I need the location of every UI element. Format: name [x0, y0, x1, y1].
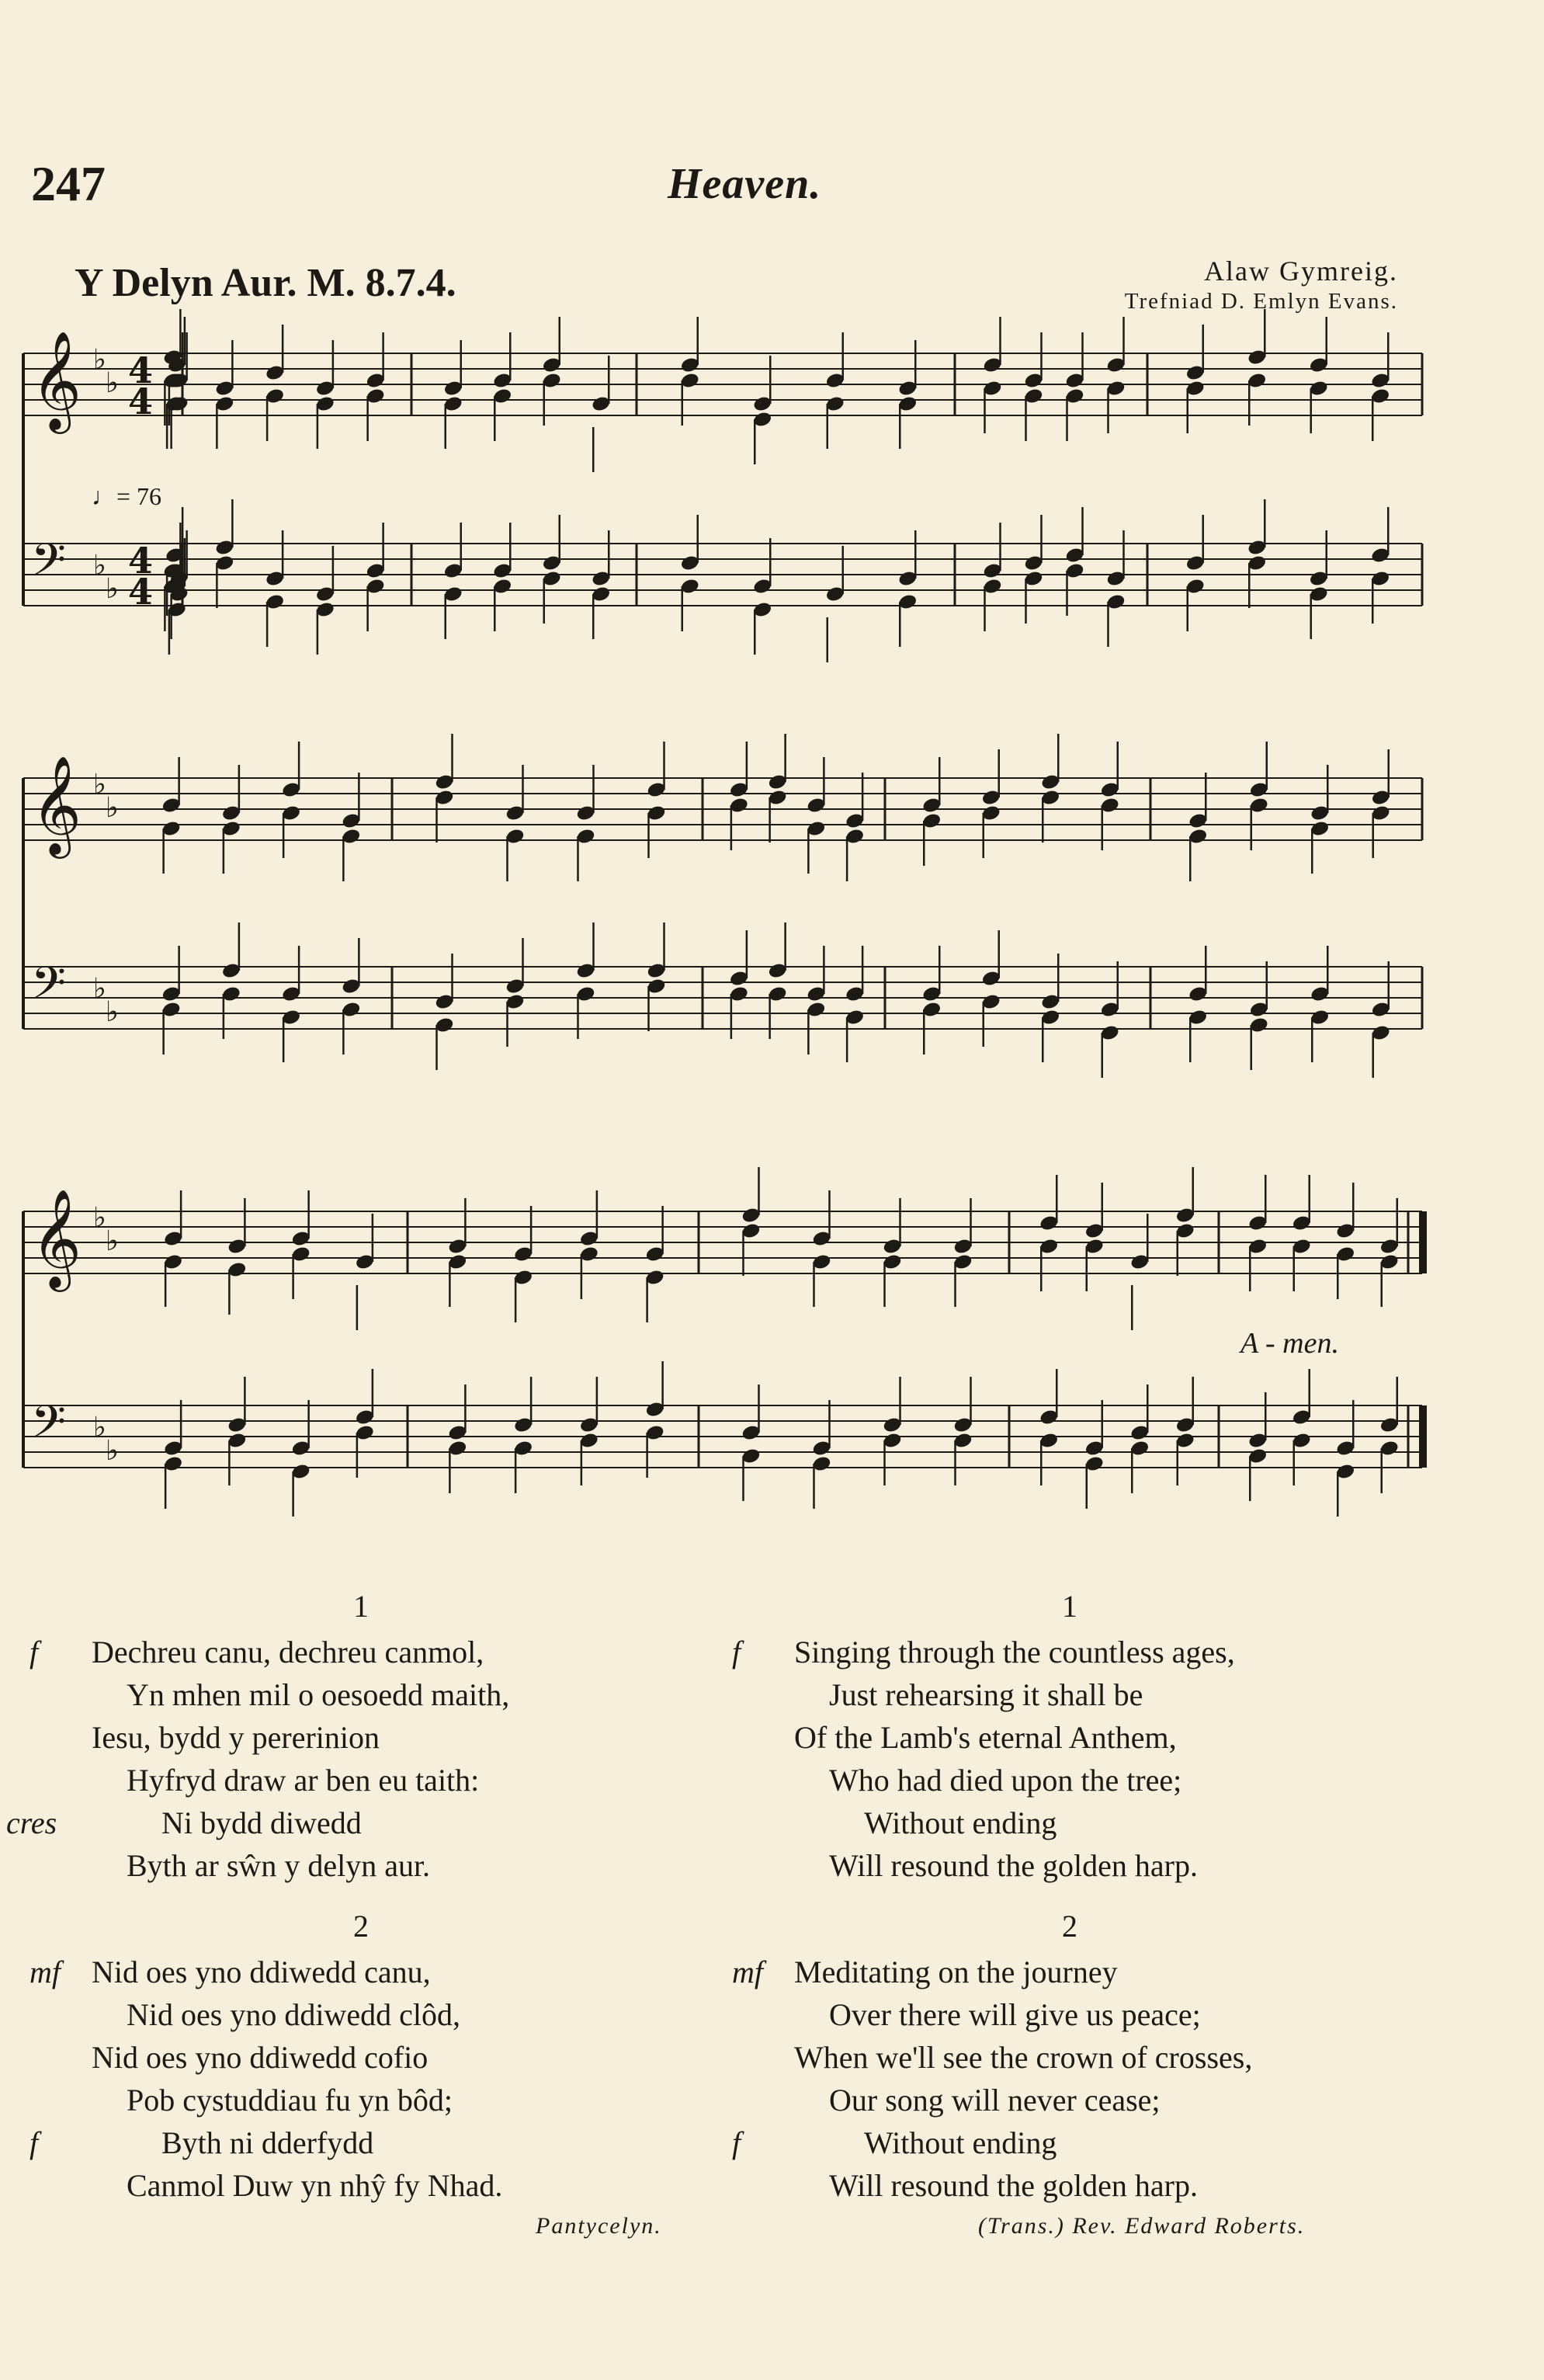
dynamic-marking: f	[29, 2125, 39, 2160]
verse-text: Meditating on the journey	[794, 1954, 1118, 1989]
verse-text: Yn mhen mil o oesoedd maith,	[127, 1677, 510, 1712]
treble-clef-icon: 𝄞	[31, 330, 82, 429]
dynamic-marking: mf	[732, 1954, 763, 1989]
verse-line	[794, 1844, 1235, 1887]
verse-line	[732, 1951, 1252, 1993]
verse-text: Over there will give us peace;	[829, 1997, 1201, 2032]
tune-name: Y Delyn Aur. M. 8.7.4.	[75, 261, 456, 305]
treble-clef-icon: 𝄞	[31, 755, 82, 854]
verse-line	[794, 1802, 1235, 1844]
verse-text: Hyfryd draw ar ben eu taith:	[127, 1763, 480, 1798]
verse-text: Without ending	[864, 2125, 1057, 2160]
flat-icon: ♭	[93, 769, 106, 801]
dynamic-marking: f	[732, 2125, 741, 2160]
flat-icon: ♭	[93, 1202, 106, 1234]
verse-text: Pob cystuddiau fu yn bôd;	[127, 2083, 453, 2118]
verse-text: Dechreu canu, dechreu canmol,	[92, 1635, 484, 1669]
flat-icon: ♭	[106, 996, 119, 1028]
bass-clef-icon: 𝄢	[31, 533, 67, 597]
welsh-verse-2	[29, 1951, 503, 2207]
verse-line	[92, 1716, 509, 1759]
verse-line	[732, 2121, 1252, 2164]
flat-icon: ♭	[106, 573, 119, 605]
verse-text: Byth ni dderfydd	[161, 2125, 374, 2160]
verse-text: Without ending	[864, 1805, 1057, 1840]
english-verse-1-number: 1	[1062, 1589, 1077, 1624]
english-verse-2-number: 2	[1062, 1909, 1077, 1944]
verse-line	[794, 1759, 1235, 1802]
verse-line	[794, 1673, 1235, 1716]
tune-source: Alaw Gymreig.	[1204, 255, 1398, 287]
flat-icon: ♭	[93, 973, 106, 1005]
verse-text: When we'll see the crown of crosses,	[794, 2040, 1253, 2075]
time-signature: 4	[128, 540, 154, 582]
bass-clef-icon: 𝄢	[31, 1395, 67, 1459]
amen-text: A - men.	[1240, 1327, 1339, 1360]
verse-text: Iesu, bydd y pererinion	[92, 1720, 380, 1755]
verse-line	[92, 1673, 509, 1716]
verse-text: Singing through the countless ages,	[794, 1635, 1235, 1669]
verse-line	[794, 2164, 1252, 2207]
verse-line	[794, 1993, 1252, 2036]
tune-arranger: Trefniad D. Emlyn Evans.	[1124, 289, 1398, 314]
time-signature: 4	[128, 380, 154, 422]
verse-line	[92, 2036, 502, 2079]
verse-line	[92, 1993, 502, 2036]
flat-icon: ♭	[93, 344, 106, 376]
verse-text: Will resound the golden harp.	[829, 1848, 1198, 1883]
english-verse-1	[732, 1631, 1235, 1887]
english-translator: (Trans.) Rev. Edward Roberts.	[978, 2213, 1306, 2239]
final-bar-line	[1419, 1211, 1427, 1273]
time-signature: 4	[128, 349, 154, 391]
flat-icon: ♭	[106, 792, 119, 824]
verse-line	[794, 1716, 1235, 1759]
welsh-author: Pantycelyn.	[536, 2213, 662, 2239]
verse-text: Just rehearsing it shall be	[829, 1677, 1143, 1712]
flat-icon: ♭	[93, 550, 106, 582]
page-number: 247	[31, 156, 106, 211]
verse-line	[794, 2079, 1252, 2121]
flat-icon: ♭	[93, 1412, 106, 1444]
verse-text: Byth ar sŵn y delyn aur.	[127, 1848, 431, 1883]
verse-line	[92, 1844, 509, 1887]
final-bar-line	[1419, 1405, 1427, 1468]
verse-line	[29, 1951, 502, 1993]
dynamic-marking: f	[732, 1635, 741, 1669]
flat-icon: ♭	[106, 1225, 119, 1257]
verse-line	[794, 2036, 1252, 2079]
verse-text: Nid oes yno ddiwedd canu,	[92, 1954, 431, 1989]
flat-icon: ♭	[106, 367, 119, 399]
dynamic-marking: f	[29, 1635, 39, 1669]
welsh-verse-1	[6, 1631, 510, 1887]
verse-line	[29, 1631, 509, 1673]
verse-line	[92, 1759, 509, 1802]
section-title: Heaven.	[668, 160, 822, 208]
verse-text: Nid oes yno ddiwedd cofio	[92, 2040, 429, 2075]
verse-line	[29, 2121, 502, 2164]
time-signature: 4	[128, 571, 154, 613]
verse-line	[6, 1802, 509, 1844]
verse-line	[92, 2079, 502, 2121]
verse-text: Ni bydd diwedd	[161, 1805, 362, 1840]
verse-text: Canmol Duw yn nhŷ fy Nhad.	[127, 2168, 503, 2203]
verse-line	[92, 2164, 502, 2207]
welsh-verse-2-number: 2	[353, 1909, 369, 1944]
dynamic-marking: cres	[6, 1805, 57, 1840]
welsh-verse-1-number: 1	[353, 1589, 369, 1624]
verse-text: Will resound the golden harp.	[829, 2168, 1198, 2203]
verse-text: Our song will never cease;	[829, 2083, 1161, 2118]
verse-text: Nid oes yno ddiwedd clôd,	[127, 1997, 460, 2032]
bass-clef-icon: 𝄢	[31, 957, 67, 1020]
verse-text: Who had died upon the tree;	[829, 1763, 1182, 1798]
verse-text: Of the Lamb's eternal Anthem,	[794, 1720, 1177, 1755]
verse-line	[732, 1631, 1235, 1673]
dynamic-marking: mf	[29, 1954, 61, 1989]
tempo-marking: ♩= 76	[92, 482, 162, 510]
treble-clef-icon: 𝄞	[31, 1188, 82, 1287]
english-verse-2	[732, 1951, 1253, 2207]
flat-icon: ♭	[106, 1435, 119, 1467]
